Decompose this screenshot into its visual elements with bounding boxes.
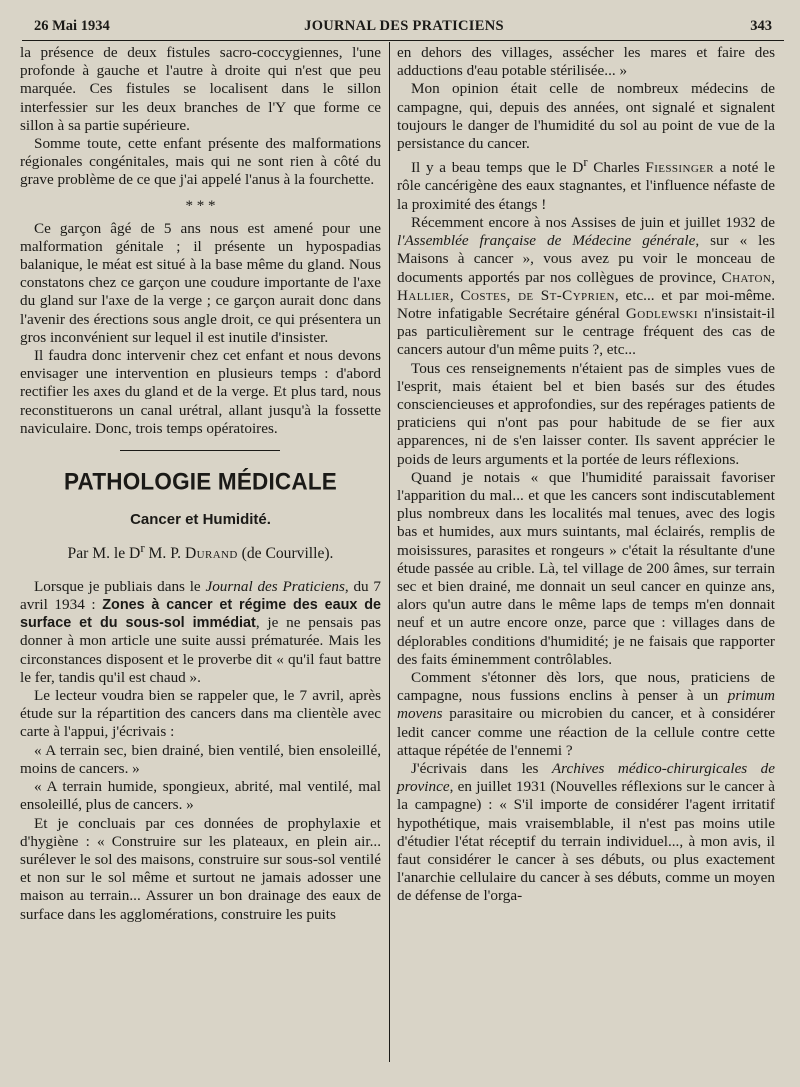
paragraph: Comment s'étonner dès lors, que nous, praticiens de campagne, nous fussions enclins à penser à un primum movens parasitaire ou microbien du cancer, et à considérer ledit cancer comme une réaction de la cellule contre cette attaque répétée de l'ennemi ? [397,668,775,759]
author-name: Durand [184,545,238,563]
article-byline: Par M. le $D^r$ M. P. Durand (de Courville). [67,540,334,563]
paragraph: Il y a beau temps que le $D^r$ Charles Fiessinger a noté le rôle cancérigène des eaux stagnantes, et l'influence néfaste de la proximité des étangs ! [397,155,775,213]
paragraph: Mon opinion était celle de nombreux médecins de campagne, qui, depuis des années, ont signalé et signalent toujours le danger de l'humidité du sol au point de vue de la persistance du cancer. [397,80,775,153]
left-column [20,44,381,924]
column-divider [389,42,390,1062]
header-rule [22,40,784,41]
section-break-asterisks: * * * [185,197,216,214]
article-title: Cancer et Humidité. [130,511,271,529]
journal-reference: Journal des Praticiens [205,577,345,595]
paragraph: Tous ces renseignements n'étaient pas de simples vues de l'esprit, mais étaient bel et bien basés sur des études consciencieuses et approfondies, sur des repérages patients de praticiens qui n'ont pas pour habitude de se fier aux apparences, ni de s'en laisser conter. Ils savent apprécier le poids de leurs arguments et la portée de leurs réflexions. [397,359,775,468]
section-separator [120,450,280,451]
running-header [22,16,786,38]
paragraph: Le lecteur voudra bien se rappeler que, le 7 avril, après étude sur la répartition des cancers dans ma clientèle avec carte à l'appui, j'écrivais : [20,687,381,741]
article-reference-title: Zones à cancer et régime des eaux de surface et du sous-sol immédiat [20,597,381,632]
paragraph: Ce garçon âgé de 5 ans nous est amené pour une malformation génitale ; il présente un hypospadias balanique, le méat est situé à la base même du gland. Nous constatons chez ce garçon une coudure importante de l'axe du gland sur l'axe de la verge ; ce garçon aurait donc dans l'avenir des érections sous angle droit, ce qui présentera un gros inconvénient sur lequel il est inutile d'insister. [20,219,381,346]
paragraph: la présence de deux fistules sacro-coccygiennes, l'une profonde à gauche et l'autre à droite qui n'est que peu marquée. Ces fistules se localisent dans le sillon interfessier sur les deux branches de l'Y que forme ce sillon à sa partie supérieure. [20,44,381,134]
paragraph: Somme toute, cette enfant présente des malformations régionales congénitales, mais qui ne sont rien à côté du grave problème de ce que j'ai appelé l'anus à la fourchette. [20,135,381,189]
header-journal-title: JOURNAL DES PRATICIENS [304,18,504,34]
section-title: PATHOLOGIE MÉDICALE [64,468,337,496]
paragraph: Il faudra donc intervenir chez cet enfant et nous devons envisager une intervention en plusieurs temps : d'abord rectifier les axes du gland et de la verge. Et plus tard, nous reconstituerons un canal urétral, allant jusqu'à la fossette naviculaire. Donc, trois temps opératoires. [20,347,381,437]
right-column [397,44,775,906]
paragraph: Récemment encore à nos Assises de juin et juillet 1932 de l'Assemblée française de Médecine générale, sur « les Maisons à cancer », vous avez pu voir le monceau de documents apportés par nos collègues de province, Chaton, Hallier, Costes, de St-Cyprien, etc... et par moi-même. Notre infatigable Secrétaire général Godlewski n'insistait-il pas particulièrement sur le centrage fréquent des cas de cancers autour d'un même puits ?, etc... [397,213,775,359]
paragraph: Lorsque je publiais dans le Journal des Praticiens, du 7 avril 1934 : Zones à cancer et régime des eaux de surface et du sous-sol immédiat, je ne pensais pas donner à mon article une suite aussi prématurée. Mais les circonstances disposent et le proverbe dit « qu'il faut battre le fer, tandis qu'il est chaud ». [20,577,382,686]
header-page-number: 343 [750,18,772,34]
header-date: 26 Mai 1934 [34,18,110,34]
quotation: « A terrain humide, spongieux, abrité, mal ventilé, mal ensoleillé, plus de cancers. » [20,778,381,814]
paragraph: Quand je notais « que l'humidité paraissait favoriser l'apparition du mal... et que les cancers sont indiscutablement plus nombreux dans les localités mal tenues, avec des logis bas et humides, aux murs suintants, mal éclairés, remplis de moisissures, parasites et rongeurs » c'était la résultante d'une étude passée au crible. Là, tel village de 200 âmes, sur terrain sec et bien drainé, me donnait un seul cancer en quinze ans, alors qu'un autre dans le même laps de temps m'en donnait neuf et un autre encore onze, parce que : villages dans de déplorables conditions d'humidité; je ne faisais que rapporter des faits éminemment contrôlables. [397,468,775,668]
paragraph: J'écrivais dans les Archives médico-chirurgicales de province, en juillet 1931 (Nouvelles réflexions sur le cancer à la campagne) : « S'il importe de considérer l'agent irritatif hypothétique, mais vraisemblable, il n'est pas moins utile d'étudier l'état réceptif du terrain individuel..., à mon avis, il faut considérer le cancer à ses débuts, ou plus exactement l'anarchie cellulaire du cancer à ses débuts, comme un moyen de défense de l'orga- [397,759,775,905]
paragraph: en dehors des villages, assécher les mares et faire des adductions d'eau potable stérilisée... » [397,44,775,80]
quotation: « A terrain sec, bien drainé, bien ventilé, bien ensoleillé, moins de cancers. » [20,741,381,777]
paragraph: Et je concluais par ces données de prophylaxie et d'hygiène : « Construire sur les plateaux, en plein air... surélever le sol des maisons, construire sur sous-sol ventilé et non sur le sol même et surtout ne jamais adosser une maison au terrain... Assurer un bon drainage des eaux de surface dans les agglomérations, construire les puits [20,814,381,923]
